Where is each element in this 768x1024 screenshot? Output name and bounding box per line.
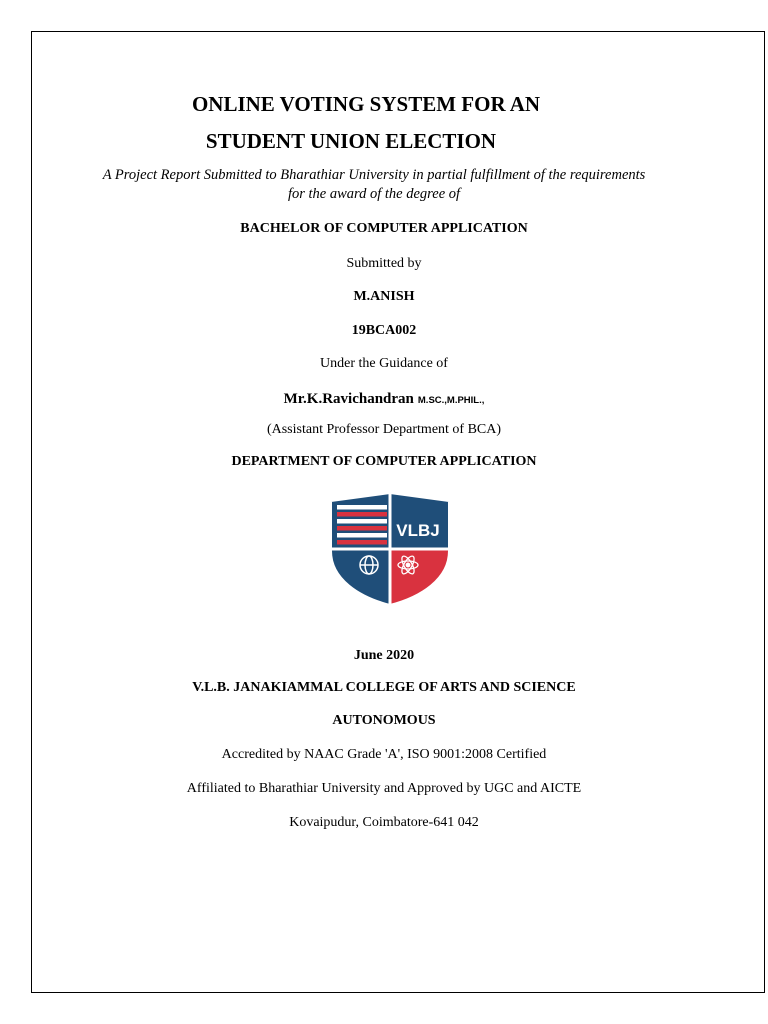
subtitle-line-1: A Project Report Submitted to Bharathiar University in partial fulfillment of the requirements [102, 167, 646, 183]
college-name: V.L.B. JANAKIAMMAL COLLEGE OF ARTS AND SCIENCE [192, 680, 576, 695]
guide-name: Mr.K.Ravichandran [283, 391, 414, 407]
title-line-1: ONLINE VOTING SYSTEM FOR AN [191, 92, 541, 116]
affiliation-text: Affiliated to Bharathiar University and Approved by UGC and AICTE [186, 781, 582, 796]
autonomous-status: AUTONOMOUS [332, 713, 436, 728]
logo-text: VLBJ [396, 521, 440, 540]
submitted-by-label: Submitted by [346, 256, 422, 271]
title-line-2: STUDENT UNION ELECTION [205, 129, 497, 153]
subtitle-line-2: for the award of the degree of [287, 186, 461, 202]
department-name: DEPARTMENT OF COMPUTER APPLICATION [231, 454, 537, 469]
guide-designation: (Assistant Professor Department of BCA) [266, 422, 502, 437]
guide-qualification: M.SC.,M.PHIL., [417, 395, 485, 406]
college-address: Kovaipudur, Coimbatore-641 042 [289, 815, 479, 830]
accreditation-text: Accredited by NAAC Grade 'A', ISO 9001:2008 Certified [221, 747, 547, 762]
degree-name: BACHELOR OF COMPUTER APPLICATION [240, 221, 528, 236]
subtitle [0, 166, 758, 204]
guidance-label: Under the Guidance of [320, 356, 448, 371]
submission-date: June 2020 [353, 648, 415, 663]
student-name: M.ANISH [353, 289, 415, 304]
college-logo [329, 491, 451, 607]
guide-line [0, 390, 768, 408]
register-number: 19BCA002 [351, 323, 417, 338]
